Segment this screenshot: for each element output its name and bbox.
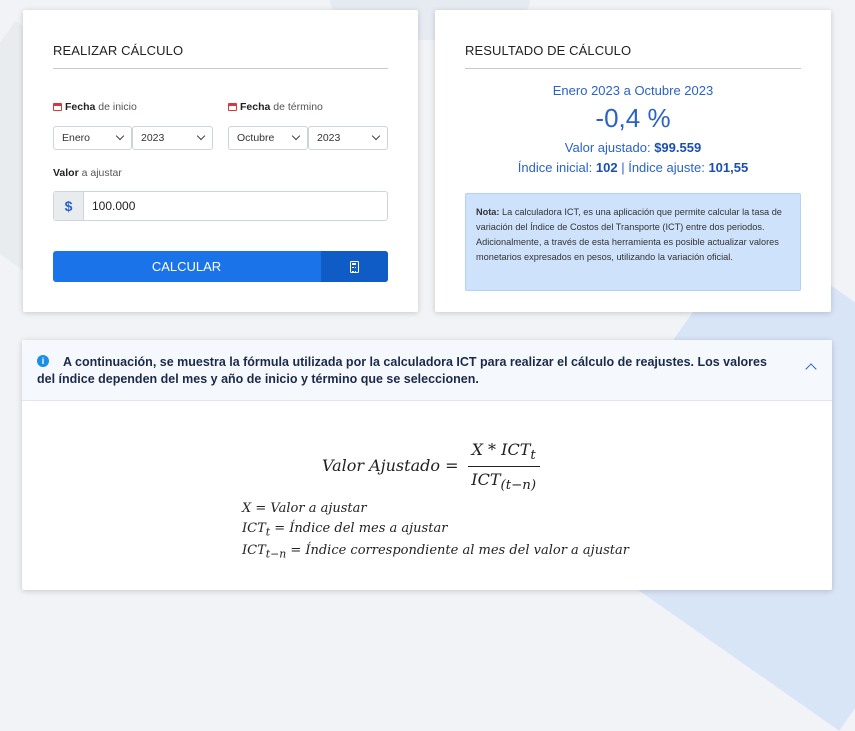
formula-card (22, 340, 832, 590)
calendar-icon (228, 103, 237, 111)
currency-prefix: $ (54, 192, 84, 220)
value-input-group[interactable] (53, 191, 388, 221)
start-year-select[interactable]: 2023 (132, 126, 213, 150)
calculate-button-label: CALCULAR (151, 259, 222, 274)
calendar-icon (53, 103, 62, 111)
calculate-button-icon-area[interactable] (321, 251, 388, 282)
adjusted-value: Valor ajustado: $99.559 (564, 140, 702, 155)
result-period: Enero 2023 a Octubre 2023 (552, 83, 714, 98)
formula-definition-ict-t-n: $ICT_{t-n}$ = Índice correspondiente al mes del valor a ajustar (242, 543, 629, 561)
value-input[interactable]: 100.000 (92, 199, 136, 213)
divider (465, 68, 801, 69)
end-month-select[interactable]: Octubre (228, 126, 308, 150)
chevron-down-icon (116, 132, 124, 140)
start-month-select[interactable]: Enero (53, 126, 132, 150)
chevron-down-icon (372, 132, 380, 140)
chevron-down-icon (197, 132, 205, 140)
info-note: Nota: La calculadora ICT, es una aplicación que permite calcular la tasa de variación del Índice de Costos del Transporte (ICT) entre dos periodos. Adicionalmente, a través de esta herramienta es posible actualizar valores monetarios expresados en pesos, utilizando la variación oficial. (465, 193, 801, 291)
formula-accordion-header[interactable] (22, 340, 832, 401)
chevron-up-icon[interactable] (805, 363, 816, 374)
result-title: RESULTADO DE CÁLCULO (465, 43, 632, 58)
chevron-down-icon (292, 132, 300, 140)
index-values: Índice inicial: 102 | Índice ajuste: 101,55 (517, 160, 749, 175)
calculator-icon (350, 261, 359, 273)
end-date-label: Fecha de término (228, 101, 323, 113)
formula-definition-x: X = Valor a ajustar (242, 501, 367, 516)
info-icon: i (37, 355, 49, 367)
main-formula: Valor Ajustado = $\frac{X * ICT_t}{ICT_{(t-n)}}$ (322, 440, 540, 493)
calculator-card (23, 10, 418, 312)
formula-definition-ict-t: $ICT_t$ = Índice del mes a ajustar (242, 521, 448, 539)
divider (53, 68, 388, 69)
calculator-title: REALIZAR CÁLCULO (53, 43, 184, 58)
result-card (435, 10, 831, 312)
start-date-label: Fecha de inicio (53, 101, 137, 113)
result-percent: -0,4 % (595, 103, 671, 133)
value-label: Valor a ajustar (53, 167, 122, 179)
calculate-button[interactable] (53, 251, 388, 282)
formula-heading: A continuación, se muestra la fórmula utilizada por la calculadora ICT para realizar el cálculo de reajustes. Los valores del índice dependen del mes y año de inicio y término que se seleccionen. (37, 355, 767, 386)
end-year-select[interactable]: 2023 (308, 126, 388, 150)
